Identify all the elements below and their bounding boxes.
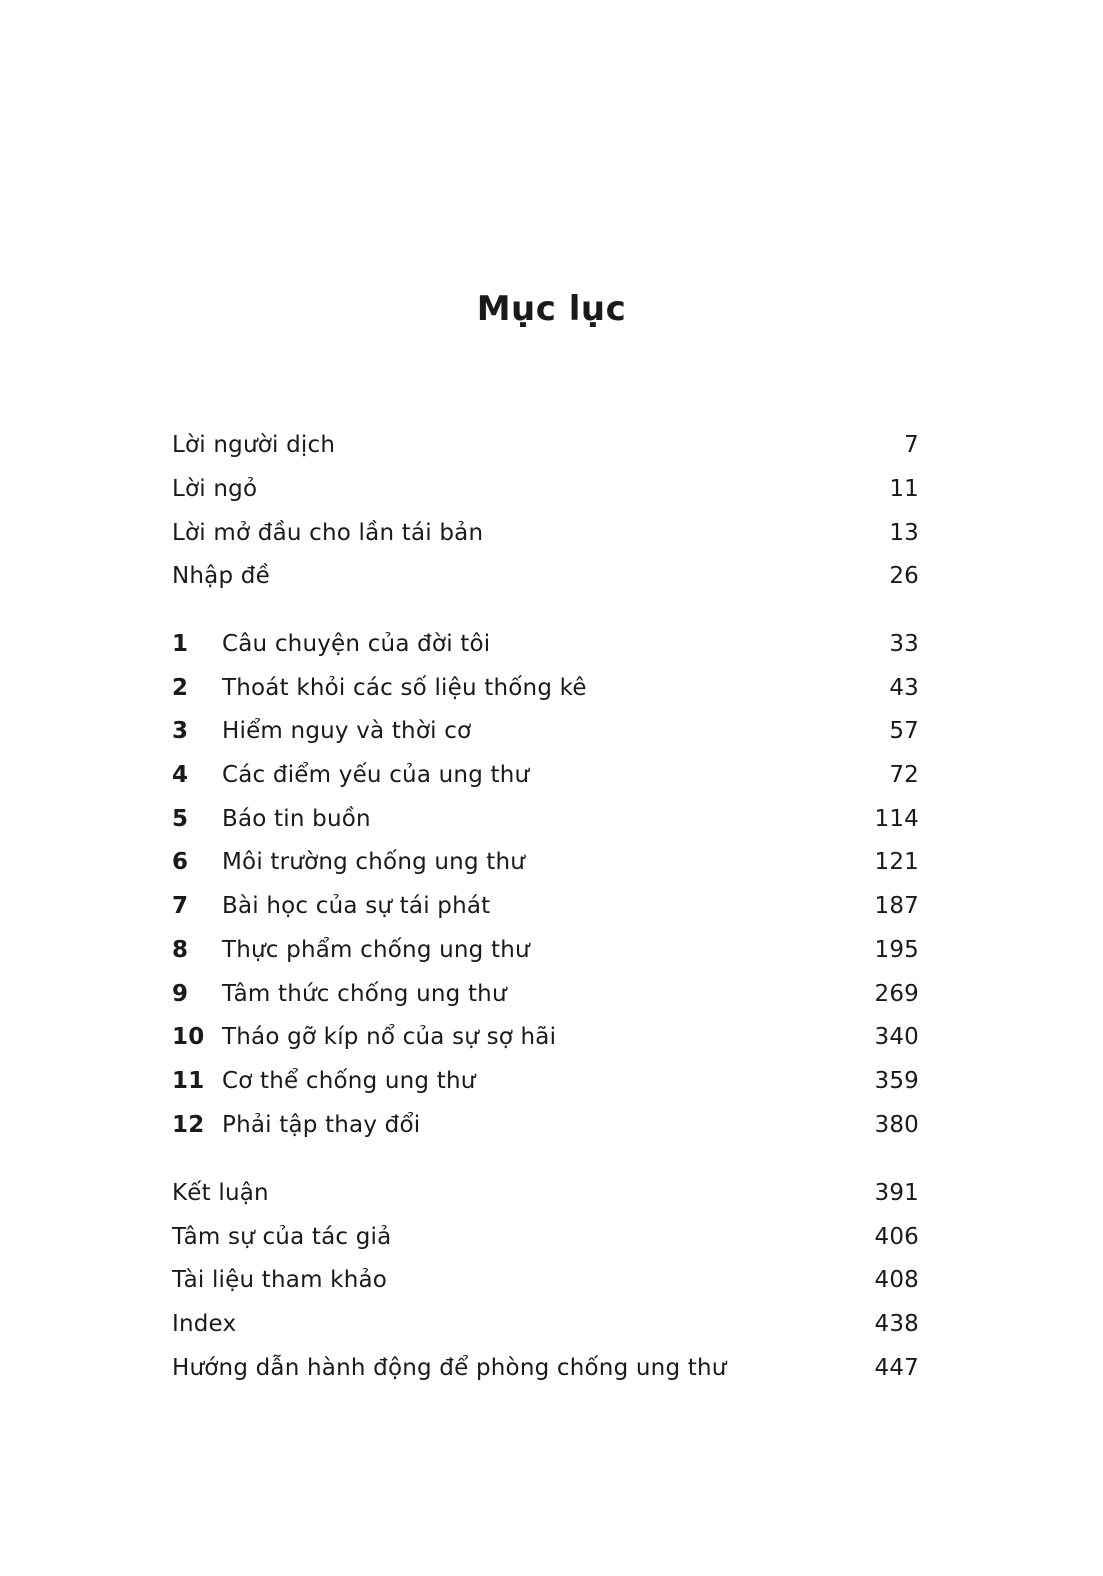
chapter-title: Tháo gỡ kíp nổ của sự sợ hãi [222,1024,557,1050]
toc-entry-page: 43 [889,675,919,701]
chapter-number: 6 [172,849,189,875]
chapter-number: 5 [172,806,189,832]
toc-chapter-7[interactable] [172,888,919,924]
toc-entry-label: Lời người dịch [172,432,336,458]
toc-chapter-11[interactable] [172,1063,919,1099]
toc-entry-back-2[interactable] [172,1219,919,1255]
toc-entry-page: 114 [874,806,919,832]
toc-entry-page: 269 [874,981,919,1007]
chapter-number: 1 [172,631,189,657]
page-title: Mục lục [476,289,627,329]
toc-entry-front-3[interactable] [172,515,919,551]
toc-entry-back-3[interactable] [172,1262,919,1298]
toc-entry-page: 57 [889,718,919,744]
toc-entry-page: 13 [889,520,919,546]
toc-entry-label: Kết luận [172,1180,269,1206]
chapter-title: Thoát khỏi các số liệu thống kê [222,675,587,701]
toc-entry-page: 359 [874,1068,919,1094]
chapter-number: 10 [172,1024,205,1050]
toc-entry-label: Lời ngỏ [172,476,258,502]
toc-entry-page: 121 [874,849,919,875]
toc-entry-page: 11 [889,476,919,502]
toc-entry-page: 187 [874,893,919,919]
toc-chapter-12[interactable] [172,1107,919,1143]
chapter-title: Cơ thể chống ung thư [222,1068,476,1094]
chapter-title: Bài học của sự tái phát [222,893,491,919]
toc-chapter-10[interactable] [172,1019,919,1055]
chapter-number: 2 [172,675,189,701]
chapter-title: Các điểm yếu của ung thư [222,762,530,788]
toc-entry-label: Tài liệu tham khảo [172,1267,388,1293]
toc-entry-label: Nhập đề [172,563,270,589]
toc-entry-page: 447 [874,1355,919,1381]
toc-chapter-4[interactable] [172,757,919,793]
toc-chapter-3[interactable] [172,713,919,749]
toc-entry-front-2[interactable] [172,471,919,507]
toc-chapter-1[interactable] [172,626,919,662]
toc-entry-label: Index [172,1311,237,1337]
toc-entry-front-1[interactable] [172,427,919,463]
chapter-number: 7 [172,893,189,919]
toc-entry-back-4[interactable] [172,1306,919,1342]
chapter-number: 3 [172,718,189,744]
toc-entry-back-1[interactable] [172,1175,919,1211]
chapter-number: 8 [172,937,189,963]
chapter-number: 11 [172,1068,205,1094]
chapter-title: Tâm thức chống ung thư [222,981,507,1007]
toc-entry-label: Hướng dẫn hành động để phòng chống ung thư [172,1355,727,1381]
chapter-title: Báo tin buồn [222,806,371,832]
chapter-number: 4 [172,762,189,788]
chapter-title: Phải tập thay đổi [222,1112,421,1138]
chapter-title: Hiểm nguy và thời cơ [222,718,472,744]
toc-chapter-2[interactable] [172,670,919,706]
toc-entry-label: Lời mở đầu cho lần tái bản [172,520,484,546]
toc-entry-page: 195 [874,937,919,963]
toc-entry-page: 340 [874,1024,919,1050]
toc-chapter-6[interactable] [172,844,919,880]
toc-entry-page: 26 [889,563,919,589]
toc-entry-page: 438 [874,1311,919,1337]
chapter-title: Môi trường chống ung thư [222,849,526,875]
chapter-number: 9 [172,981,189,1007]
chapter-title: Câu chuyện của đời tôi [222,631,491,657]
toc-chapter-9[interactable] [172,976,919,1012]
toc-entry-page: 391 [874,1180,919,1206]
toc-entry-back-5[interactable] [172,1350,919,1386]
toc-chapter-8[interactable] [172,932,919,968]
toc-chapter-5[interactable] [172,801,919,837]
toc-entry-page: 406 [874,1224,919,1250]
toc-entry-label: Tâm sự của tác giả [172,1224,392,1250]
toc-entry-page: 7 [904,432,919,458]
chapter-title: Thực phẩm chống ung thư [222,937,530,963]
chapter-number: 12 [172,1112,205,1138]
toc-entry-page: 408 [874,1267,919,1293]
toc-entry-page: 33 [889,631,919,657]
toc-entry-front-4[interactable] [172,558,919,594]
toc-entry-page: 380 [874,1112,919,1138]
toc-entry-page: 72 [889,762,919,788]
